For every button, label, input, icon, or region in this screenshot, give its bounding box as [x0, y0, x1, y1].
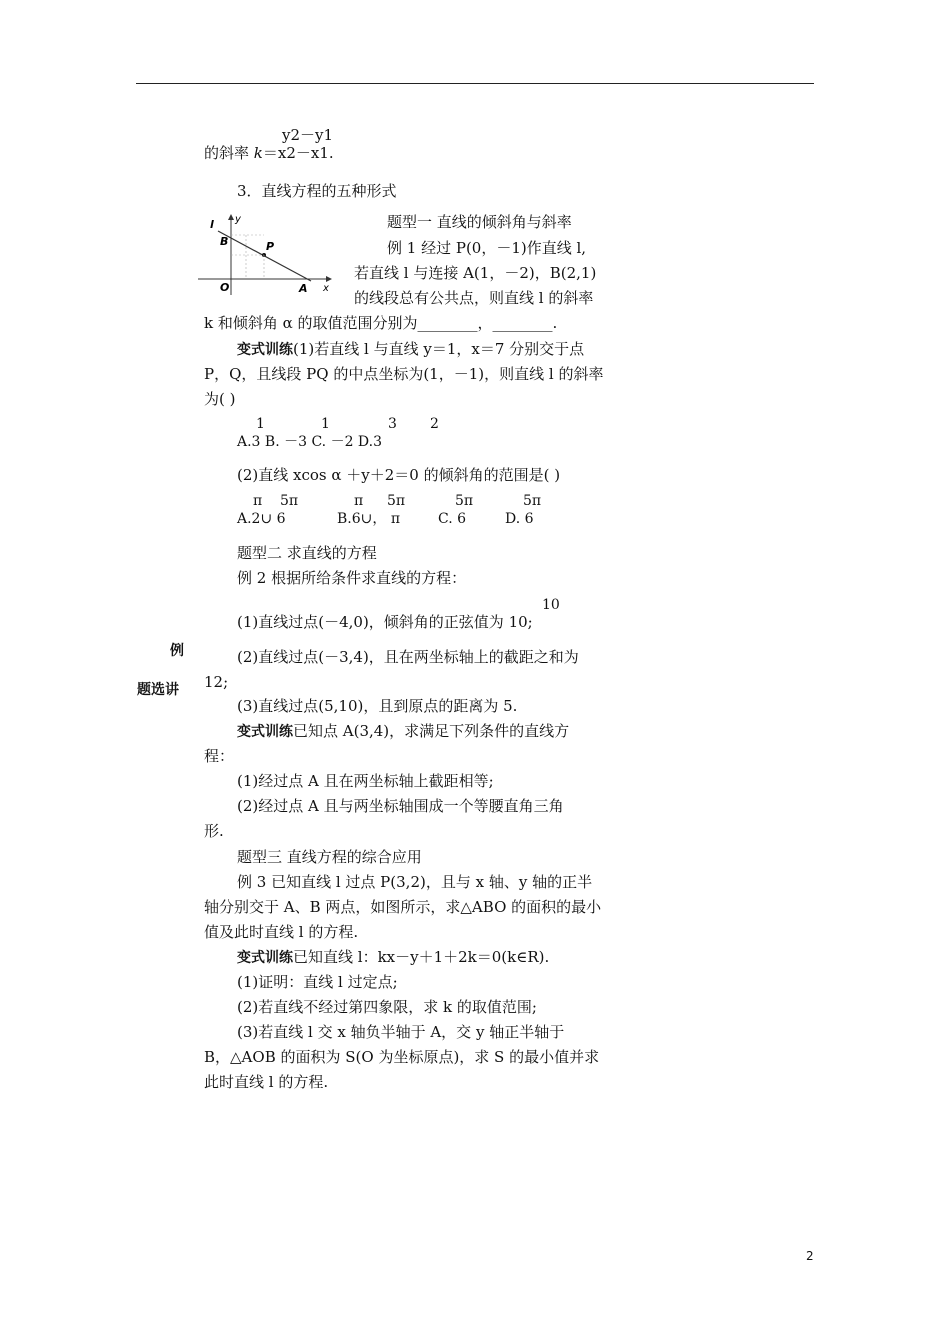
v2-num-2: 5π — [280, 493, 299, 509]
v2-num-4: 5π — [387, 493, 406, 509]
variant1-line-1 — [237, 339, 584, 360]
ex2-item-3: (3)直线过点(5,10)，且到原点的距离为 5. — [237, 697, 518, 715]
ex3-line-3: 值及此时直线 l 的方程. — [204, 923, 359, 941]
variant2-line-1 — [237, 721, 569, 742]
label-p: P — [266, 240, 275, 253]
ex3-line-2: 轴分别交于 A、B 两点，如图所示，求△ABO 的面积的最小 — [204, 898, 602, 916]
variant3-item-3c: 此时直线 l 的方程. — [204, 1073, 329, 1091]
label-l: l — [210, 218, 214, 231]
v2-option-b: B.6∪， π — [337, 511, 401, 527]
variant-label: 变式训练 — [237, 724, 293, 740]
v2-option-c: C. 6 — [438, 511, 467, 527]
side-label-top: 例 — [170, 643, 184, 659]
v1-options: A.3 B. －3 C. －2 D.3 — [237, 434, 383, 450]
label-b: B — [220, 235, 229, 248]
slope-k: k — [253, 144, 263, 162]
v2-option-d: D. 6 — [505, 511, 534, 527]
variant2-item-2a: (2)经过点 A 且与两坐标轴围成一个等腰直角三角 — [237, 797, 564, 815]
variant1-part2: (2)直线 xcos α ＋y＋2＝0 的倾斜角的范围是( ) — [237, 466, 561, 484]
v1-numerator-d: 2 — [430, 416, 439, 432]
variant1-line-2: P，Q，且线段 PQ 的中点坐标为(1，－1)，则直线 l 的斜率 — [204, 365, 604, 383]
v2-num-5: 5π — [455, 493, 474, 509]
header-rule — [136, 83, 814, 84]
ex2-item-2b: 12; — [204, 673, 229, 691]
variant2-text: 已知点 A(3,4)，求满足下列条件的直线方 — [293, 722, 570, 740]
ex2-item-1: (1)直线过点(－4,0)，倾斜角的正弦值为 10; — [237, 613, 533, 631]
y-axis-arrow — [228, 214, 234, 220]
variant2-line-2: 程： — [204, 747, 235, 765]
v1-numerator-c: 3 — [388, 416, 397, 432]
variant3-item-1: (1)证明：直线 l 过定点; — [237, 973, 398, 991]
ex2-item-2a: (2)直线过点(－3,4)，且在两坐标轴上的截距之和为 — [237, 648, 579, 666]
slope-numerator: y2－y1 — [282, 126, 334, 144]
label-a: A — [299, 282, 308, 295]
variant-label: 变式训练 — [237, 950, 293, 966]
type2-title: 题型二 求直线的方程 — [237, 544, 377, 562]
ex1-line-3: 的线段总有公共点，则直线 l 的斜率 — [354, 289, 594, 307]
ex2-intro: 例 2 根据所给条件求直线的方程： — [237, 569, 467, 587]
ex1-line-4: k 和倾斜角 α 的取值范围分别为________，________. — [204, 314, 558, 332]
label-y: y — [235, 214, 241, 225]
slope-line — [204, 143, 334, 163]
slope-prefix: 的斜率 — [204, 144, 250, 162]
variant1-line-3: 为( ) — [204, 390, 236, 408]
type1-title: 题型一 直线的倾斜角与斜率 — [387, 213, 572, 231]
type3-title: 题型三 直线方程的综合应用 — [237, 848, 422, 866]
variant3-item-2: (2)若直线不经过第四象限，求 k 的取值范围; — [237, 998, 537, 1016]
ex1-line-2: 若直线 l 与连接 A(1，－2)，B(2,1) — [354, 264, 597, 282]
v2-num-3: π — [354, 493, 364, 509]
x-axis-arrow — [326, 276, 332, 282]
variant3-text: 已知直线 l：kx－y＋1＋2k＝0(k∈R). — [293, 948, 550, 966]
variant3-line — [237, 947, 549, 968]
v1-numerator-a: 1 — [256, 416, 265, 432]
ex1-line-1: 例 1 经过 P(0，－1)作直线 l, — [387, 239, 587, 257]
line-figure — [196, 213, 336, 298]
variant-label: 变式训练 — [237, 342, 293, 358]
section-3-heading: 3．直线方程的五种形式 — [237, 182, 397, 200]
ex2-fraction-top: 10 — [542, 597, 560, 613]
v2-num-6: 5π — [523, 493, 542, 509]
label-x: x — [323, 283, 329, 294]
side-label-bottom: 题选讲 — [137, 682, 179, 698]
v1-numerator-b: 1 — [321, 416, 330, 432]
variant2-item-1: (1)经过点 A 且在两坐标轴上截距相等; — [237, 772, 494, 790]
slope-denominator: ＝x2－x1. — [262, 144, 334, 162]
variant3-item-3a: (3)若直线 l 交 x 轴负半轴于 A，交 y 轴正半轴于 — [237, 1023, 565, 1041]
variant3-item-3b: B，△AOB 的面积为 S(O 为坐标原点)，求 S 的最小值并求 — [204, 1048, 600, 1066]
label-o: O — [220, 281, 230, 294]
variant2-item-2b: 形. — [204, 822, 224, 840]
variant1-text: (1)若直线 l 与直线 y＝1，x＝7 分别交于点 — [293, 340, 585, 358]
v2-num-1: π — [253, 493, 263, 509]
ex3-line-1: 例 3 已知直线 l 过点 P(3,2)，且与 x 轴、y 轴的正半 — [237, 873, 593, 891]
page-number: 2 — [806, 1249, 814, 1263]
v2-option-a: A.2∪ 6 — [237, 511, 286, 527]
